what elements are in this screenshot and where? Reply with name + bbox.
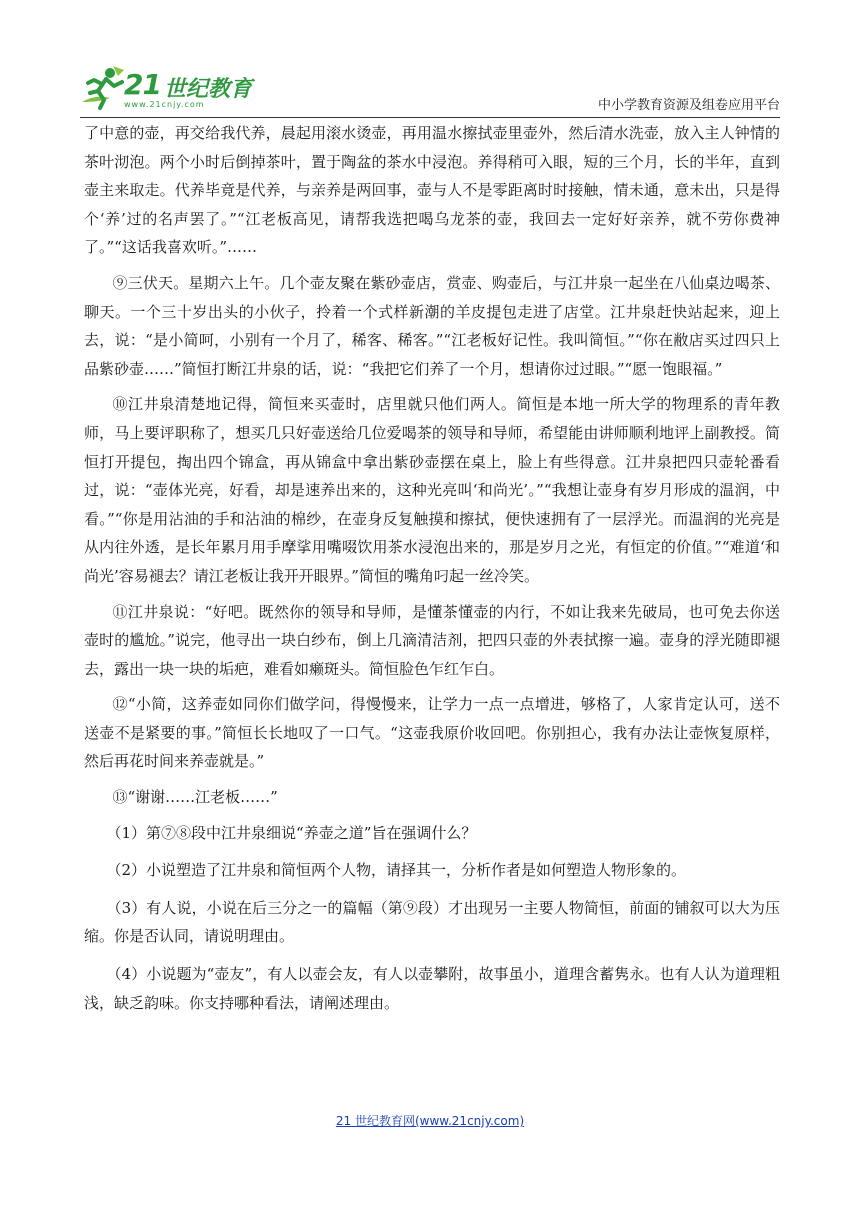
platform-title: 中小学教育资源及组卷应用平台 xyxy=(597,98,780,113)
header-divider xyxy=(80,117,780,118)
question-4: （4）小说题为“壶友”，有人以壶会友，有人以壶攀附，故事虽小，道理含蓄隽永。也有人认为道理粗浅，缺乏韵味。你支持哪种看法，请阐述理由。 xyxy=(84,965,780,1012)
runner-logo-icon xyxy=(80,64,126,110)
paragraph-continued: 了中意的壶，再交给我代养，晨起用滚水烫壶，再用温水擦拭壶里壶外，然后清水洗壶，放入主人钟情的茶叶沏泡。两个小时后倒掉茶叶，置于陶盆的茶水中浸泡。养得稍可入眼，短的三个月，长的半年，直到壶主来取走。代养毕竟是代养，与亲养是两回事，壶与人不是零距离时时接触，情未通，意未出，只是得个‘养’过的名声罢了。”“江老板高见，请帮我选把喝乌龙茶的壶，我回去一定好好亲养，就不劳你费神了。”“这话我喜欢听。”…… xyxy=(84,124,780,257)
logo-url: www.21cnjy.com xyxy=(124,100,205,109)
page-header xyxy=(80,62,780,116)
question-1: （1）第⑦⑧段中江井泉细说“养壶之道”旨在强调什么？ xyxy=(106,823,477,842)
question-2: （2）小说塑造了江井泉和简恒两个人物，请择其一，分析作者是如何塑造人物形象的。 xyxy=(106,861,687,880)
logo-text: 世纪教育 xyxy=(164,77,253,102)
paragraph-13: ⑬“谢谢……江老板……” xyxy=(112,788,278,807)
logo-number: 21 xyxy=(124,68,161,101)
paragraph-12: ⑫“小简，这养壶如同你们做学问，得慢慢来，让学力一点一点增进，够格了，人家肯定认可，送不送壶不是紧要的事。”简恒长长地叹了一口气。“这壶我原价收回吧。你别担心，我有办法让壶恢复原样，然后再花时间来养壶就是。” xyxy=(84,695,780,771)
paragraph-11: ⑪江井泉说：“好吧。既然你的领导和导师，是懂茶懂壶的内行，不如让我来先破局，也可免去你送壶时的尴尬。”说完，他寻出一块白纱布，倒上几滴清洁剂，把四只壶的外表拭擦一遍。壶身的浮光随即褪去，露出一块一块的垢疤，难看如癞斑头。简恒脸色乍红乍白。 xyxy=(84,602,780,678)
site-logo[interactable] xyxy=(80,62,270,112)
question-3: （3）有人说，小说在后三分之一的篇幅（第⑨段）才出现另一主要人物简恒，前面的铺叙可以大为压缩。你是否认同，请说明理由。 xyxy=(84,898,780,946)
footer-link[interactable]: 21 世纪教育网(www.21cnjy.com) xyxy=(335,1114,525,1128)
article-body xyxy=(84,119,780,1026)
paragraph-10: ⑩江井泉清楚地记得，简恒来买壶时，店里就只他们两人。简恒是本地一所大学的物理系的青年教师，马上要评职称了，想买几只好壶送给几位爱喝茶的领导和导师，希望能由讲师顺利地评上副教授。简恒打开提包，掏出四个锦盒，再从锦盒中拿出紫砂壶摆在桌上，脸上有些得意。江井泉把四只壶轮番看过，说：“壶体光亮，好看，却是速养出来的，这种光亮叫‘和尚光’。”“我想让壶身有岁月形成的温润，中看。”“你是用沾油的手和沾油的棉纱，在壶身反复触摸和擦拭，便快速拥有了一层浮光。而温润的光亮是从内往外透，是长年累月用手摩挲用嘴啜饮用茶水浸泡出来的，那是岁月之光，有恒定的价值。”“难道‘和尚光’容易褪去？请江老板让我开开眼界。”简恒的嘴角叼起一丝冷笑。 xyxy=(84,395,780,585)
paragraph-9: ⑨三伏天。星期六上午。几个壶友聚在紫砂壶店，赏壶、购壶后，与江井泉一起坐在八仙桌边喝茶、聊天。一个三十岁出头的小伙子，拎着一个式样新潮的羊皮提包走进了店堂。江井泉赶快站起来，迎上去，说：“是小简呵，小别有一个月了，稀客、稀客。”“江老板好记性。我叫简恒。”“你在敝店买过四只上品紫砂壶……”简恒打断江井泉的话，说：“我把它们养了一个月，想请你过过眼。”“愿一饱眼福。” xyxy=(84,273,780,378)
